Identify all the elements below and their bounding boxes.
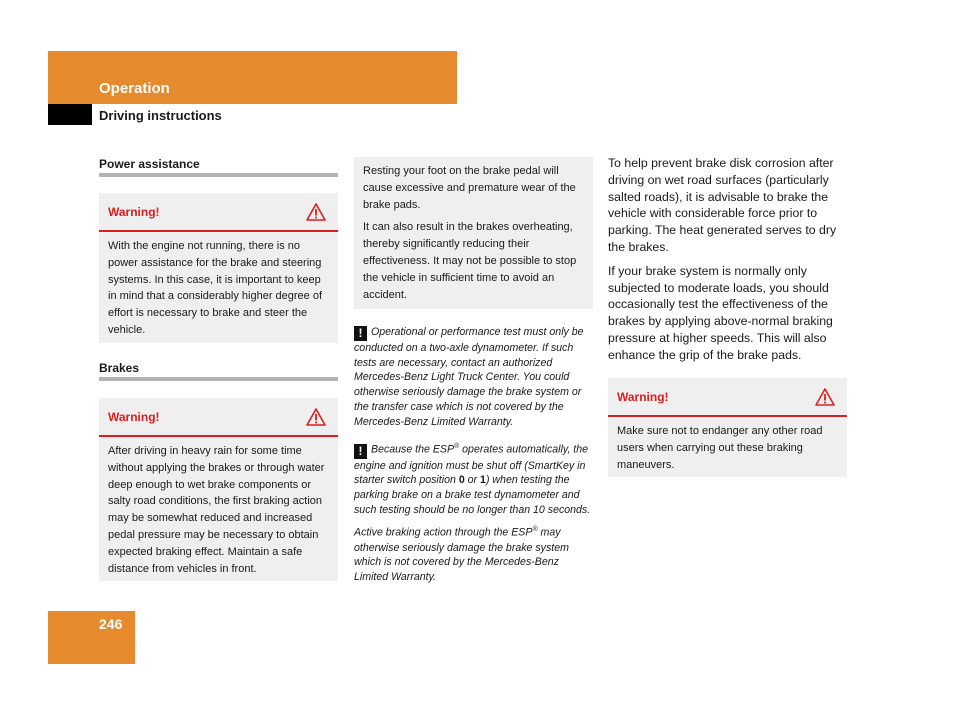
- notice-block: [354, 440, 594, 591]
- warning-box-brakes: [99, 398, 338, 581]
- heading-rule: [99, 377, 338, 381]
- warning-header: [608, 378, 847, 417]
- paragraph-test-brakes: If your brake system is normally only subjected to moderate loads, you should occasionally test the effectiveness of the brakes by applying above-normal braking pressure at higher speeds. This will also enhance the grip of the brake pads.: [608, 263, 833, 362]
- warning-header: [99, 398, 338, 437]
- warning-triangle-icon: [306, 203, 326, 221]
- warning-box-power: [99, 193, 338, 343]
- warning-text: With the engine not running, there is no power assistance for the brake and steering systems. In this case, it is important to keep in mind that a considerably higher degree of effort is necessary to brake and steer the vehicle.: [108, 240, 323, 336]
- note-box-brake-pedal: [354, 157, 593, 309]
- notice-esp-shutoff: ! Because the ESP® operates automatically, the engine and ignition must be shut off (SmartKey in starter switch position 0 or 1) when testing the parking brake on a brake test dynamometer and such testing should be no longer than 10 seconds.: [354, 443, 591, 516]
- warning-box-maneuvers: [608, 378, 847, 477]
- exclamation-icon: !: [354, 326, 367, 341]
- section-title: Operation: [99, 80, 170, 97]
- brakes-heading: Brakes: [99, 361, 140, 375]
- notice-block: [354, 325, 594, 435]
- warning-label: Warning!: [108, 204, 160, 219]
- note-paragraph: Resting your foot on the brake pedal will cause excessive and premature wear of the brake pads.: [363, 165, 576, 211]
- subsection-title: Driving instructions: [99, 108, 222, 123]
- notice-dynamometer: ! Operational or performance test must only be conducted on a two-axle dynamometer. If such tests are necessary, contact an authorized Mercedes-Benz Light Truck Center. You could otherwise seriously damage the brake system or the transfer case which is not covered by the Mercedes-Benz Limited Warranty.: [354, 326, 584, 428]
- power-assistance-heading: Power assistance: [99, 157, 200, 171]
- warning-triangle-icon: [306, 408, 326, 426]
- page-number: 246: [99, 616, 123, 632]
- paragraph-corrosion: To help prevent brake disk corrosion after driving on wet road surfaces (particularly salted roads), it is advisable to brake the vehicle with considerable force prior to parking. The heat generated serves to dry the brakes.: [608, 156, 837, 254]
- warning-triangle-icon: [815, 388, 835, 406]
- notice-esp-damage: Active braking action through the ESP® may otherwise seriously damage the brake system which is not covered by the Mercedes-Benz Limited Warranty.: [354, 526, 569, 583]
- warning-label: Warning!: [108, 409, 160, 424]
- warning-header: [99, 193, 338, 232]
- warning-text: After driving in heavy rain for some time without applying the brakes or through water deep enough to wet brake components or salty road conditions, the first braking action may be somewhat reduced and increased pedal pressure may be necessary to obtain expected braking effect. Maintain a safe distance from vehicles in front.: [108, 445, 325, 575]
- note-paragraph: It can also result in the brakes overheating, thereby significantly reducing their effectiveness. It may not be possible to stop the vehicle in sufficient time to avoid an accident.: [363, 221, 577, 301]
- exclamation-icon: !: [354, 444, 367, 459]
- warning-text: Make sure not to endanger any other road users when carrying out these braking maneuvers.: [617, 425, 823, 471]
- warning-label: Warning!: [617, 389, 669, 404]
- body-text: [608, 155, 848, 371]
- section-marker: [48, 104, 92, 125]
- heading-rule: [99, 173, 338, 177]
